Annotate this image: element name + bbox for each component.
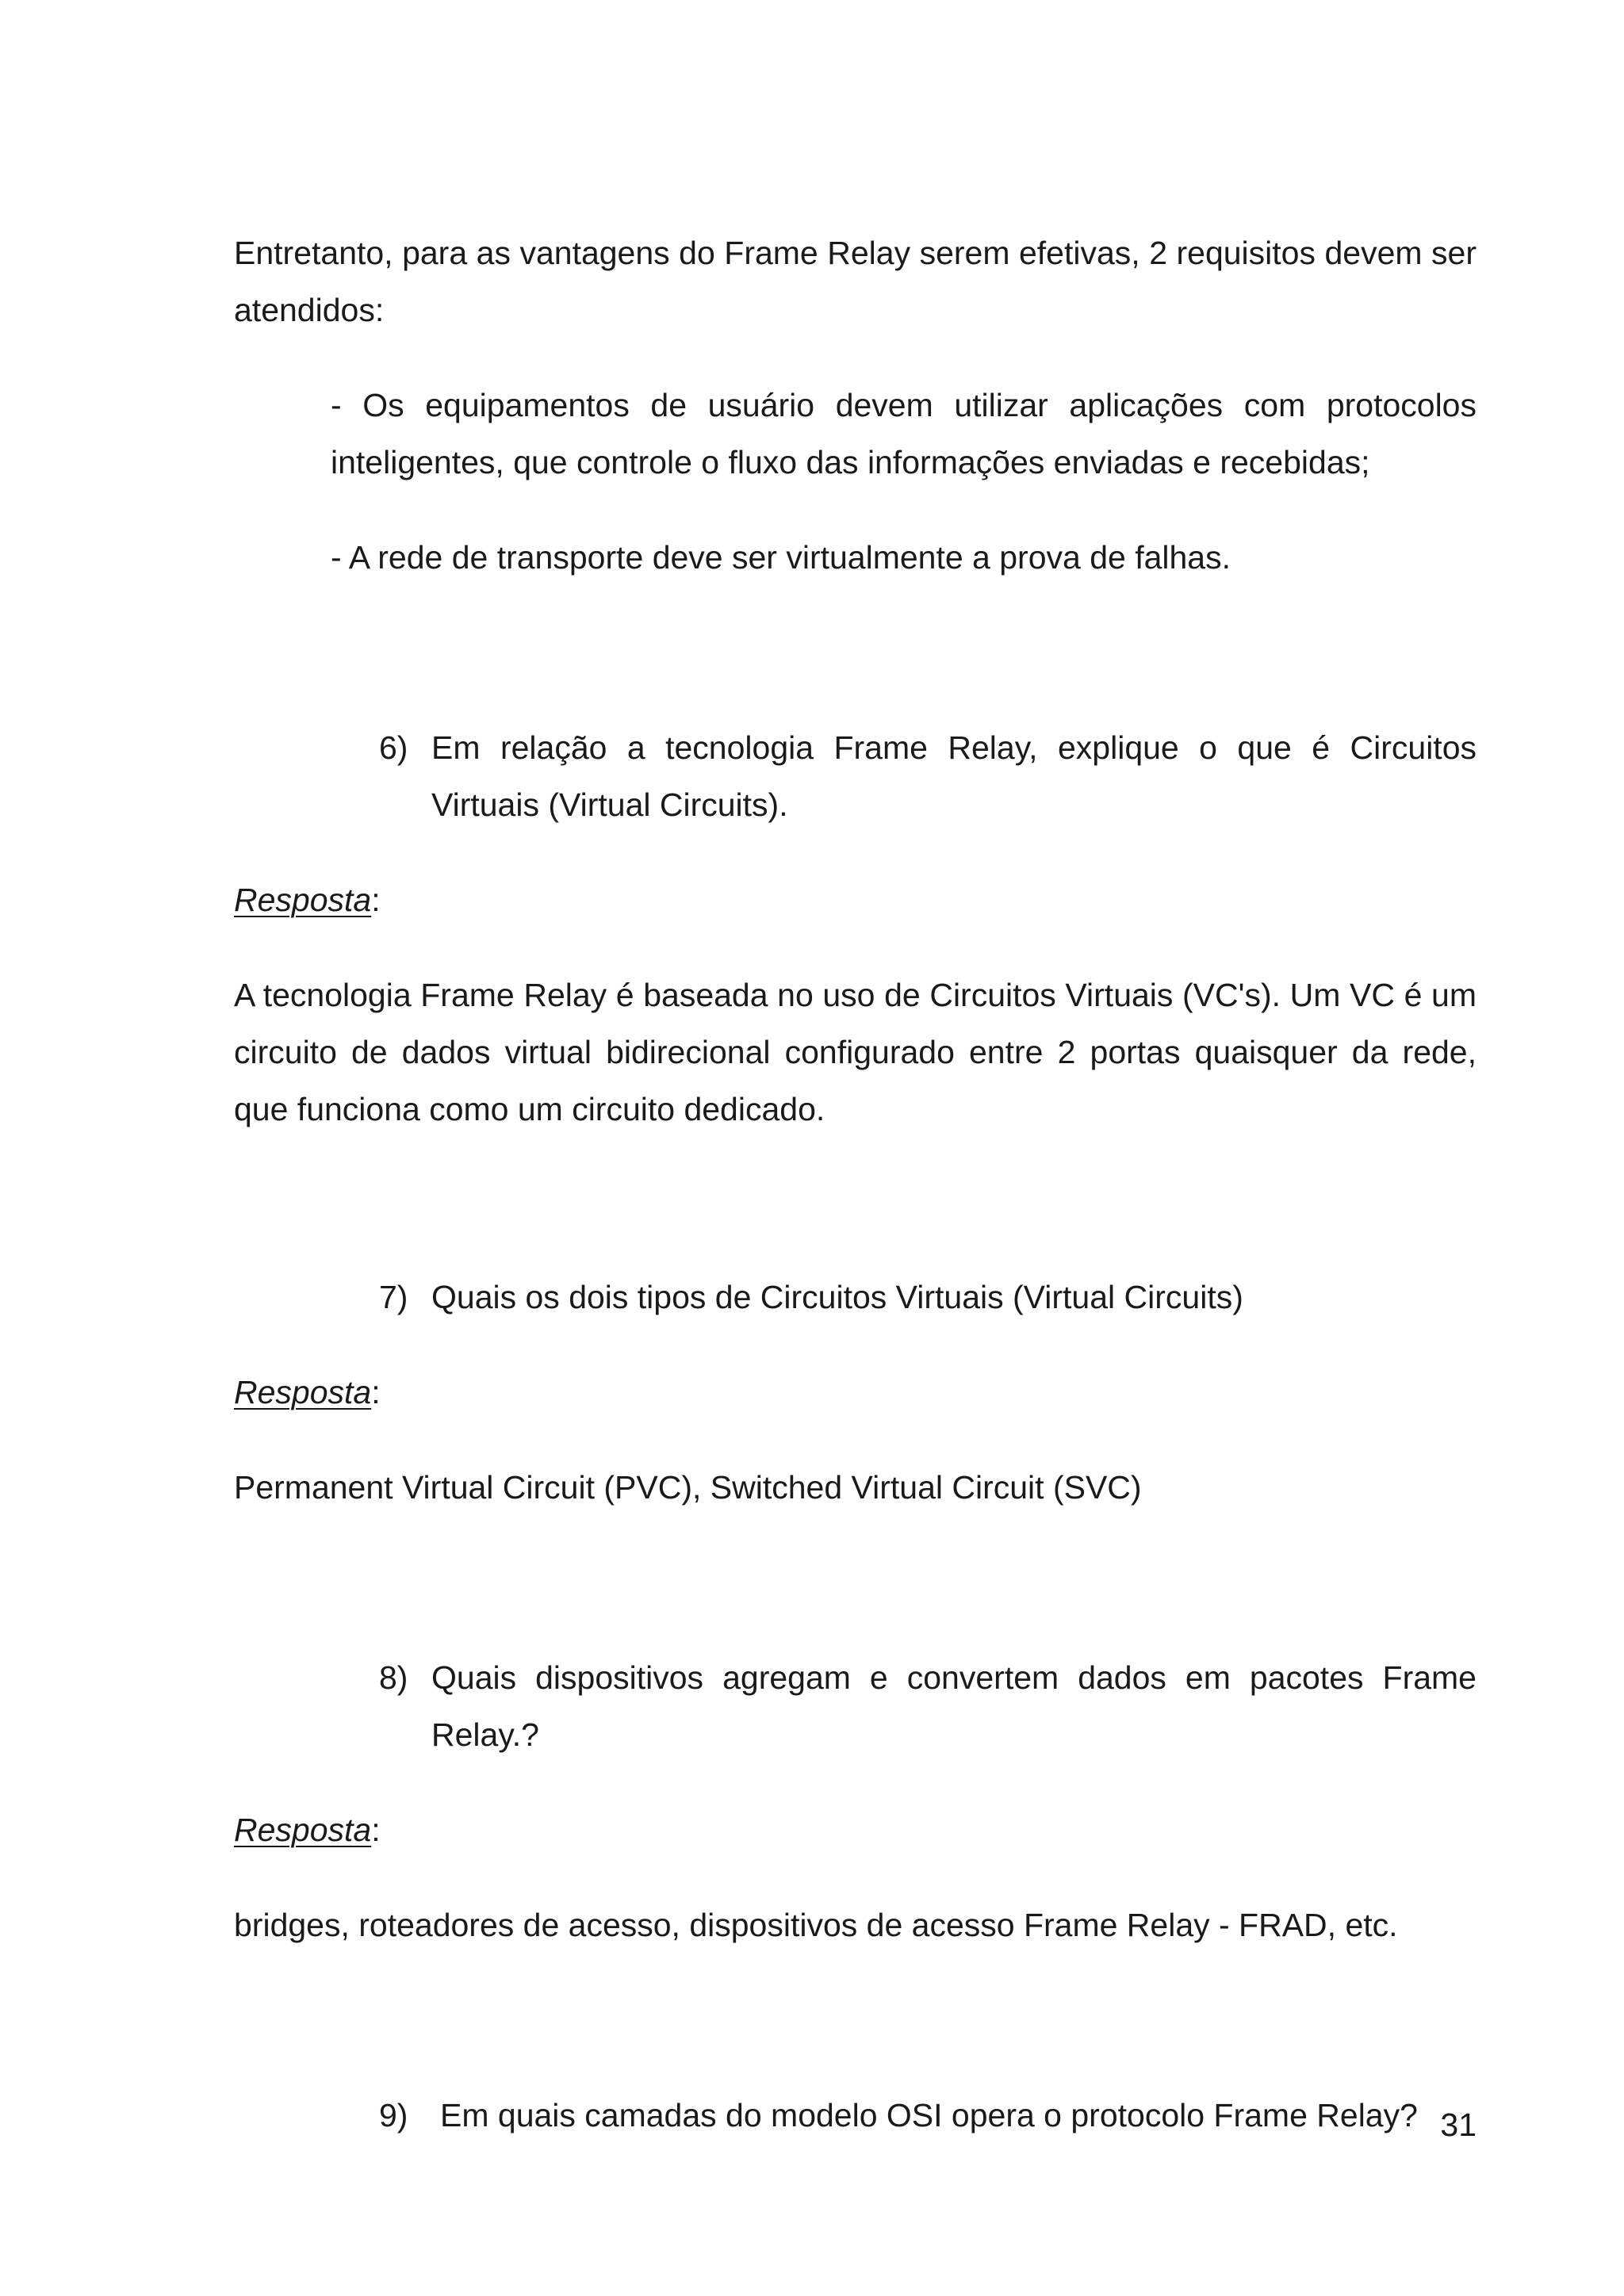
response-label-text: Resposta xyxy=(234,1812,372,1848)
response-label-text: Resposta xyxy=(234,882,372,918)
answer-6: A tecnologia Frame Relay é baseada no uso de Circuitos Virtuais (VC's). Um VC é um circuito de dados virtual bidirecional configurado entre 2 portas quaisquer da rede, que funciona como um circuito dedicado. xyxy=(234,977,1477,1127)
response-label-text: Resposta xyxy=(234,1374,372,1410)
question-text-9: Em quais camadas do modelo OSI opera o protocolo Frame Relay? xyxy=(440,2097,1418,2133)
question-text-6: Em relação a tecnologia Frame Relay, explique o que é Circuitos Virtuais (Virtual Circuits). xyxy=(431,729,1477,823)
question-text-8: Quais dispositivos agregam e convertem dados em pacotes Frame Relay.? xyxy=(431,1659,1477,1753)
requirement-item-2: - A rede de transporte deve ser virtualmente a prova de falhas. xyxy=(331,539,1231,576)
response-label-7: Resposta: xyxy=(234,1374,381,1410)
question-number-8: 8) xyxy=(379,1659,408,1696)
question-number-6: 6) xyxy=(379,729,408,766)
question-number-7: 7) xyxy=(379,1279,408,1315)
intro-paragraph: Entretanto, para as vantagens do Frame Relay serem efetivas, 2 requisitos devem ser atendidos: xyxy=(234,235,1477,328)
response-label-8: Resposta: xyxy=(234,1812,381,1848)
requirement-item-1: - Os equipamentos de usuário devem utilizar aplicações com protocolos inteligentes, que controle o fluxo das informações enviadas e recebidas; xyxy=(331,387,1477,480)
answer-7: Permanent Virtual Circuit (PVC), Switched Virtual Circuit (SVC) xyxy=(234,1469,1142,1506)
response-label-6: Resposta: xyxy=(234,882,381,918)
question-number-9: 9) xyxy=(379,2097,408,2133)
page-number: 31 xyxy=(1440,2107,1477,2143)
answer-8: bridges, roteadores de acesso, dispositivos de acesso Frame Relay - FRAD, etc. xyxy=(234,1907,1398,1943)
question-text-7: Quais os dois tipos de Circuitos Virtuais (Virtual Circuits) xyxy=(431,1279,1243,1315)
